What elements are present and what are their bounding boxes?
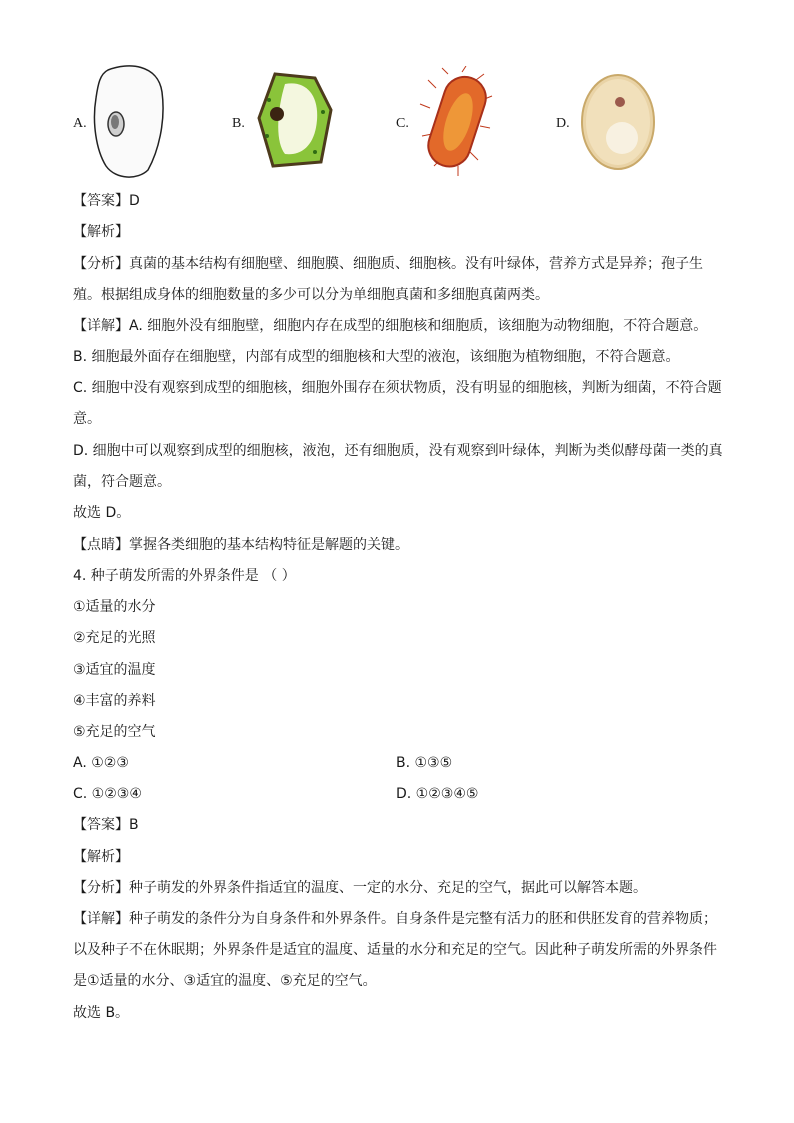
q4-xiangjie-line-1: 【详解】种子萌发的条件分为自身条件和外界条件。自身条件是完整有活力的胚和供胚发育的营养物质； xyxy=(73,911,717,927)
q3-fenxi-line-2: 殖。根据组成身体的细胞数量的多少可以分为单细胞真菌和多细胞真菌两类。 xyxy=(73,287,549,303)
q4-item: ④丰富的养料 xyxy=(73,693,156,709)
q3-answer: 【答案】D xyxy=(73,193,140,209)
q3-choice-conclusion: 故选 D。 xyxy=(73,505,131,521)
q3-dianjing: 【点睛】掌握各类细胞的基本结构特征是解题的关键。 xyxy=(73,537,409,553)
q3-option-d-explanation-1: D. 细胞中可以观察到成型的细胞核，液泡，还有细胞质，没有观察到叶绿体，判断为类似酵母菌一类的真 xyxy=(73,443,723,459)
option-d-label: D. xyxy=(556,116,570,131)
yeast-cell-figure xyxy=(580,72,656,172)
q4-fenxi: 【分析】种子萌发的外界条件指适宜的温度、一定的水分、充足的空气，据此可以解答本题。 xyxy=(73,880,647,896)
q4-analysis-heading: 【解析】 xyxy=(73,849,129,865)
plant-cell-figure xyxy=(255,70,335,170)
q4-choice-conclusion: 故选 B。 xyxy=(73,1005,130,1021)
q4-item: ⑤充足的空气 xyxy=(73,724,156,740)
option-b-label: B. xyxy=(232,116,245,131)
q4-choice-c: C. ①②③④ xyxy=(73,786,142,802)
q4-choice-b: B. ①③⑤ xyxy=(396,755,453,771)
q4-xiangjie-line-3: 是①适量的水分、③适宜的温度、⑤充足的空气。 xyxy=(73,973,377,989)
q4-choice-a: A. ①②③ xyxy=(73,755,129,771)
q3-option-d-explanation-2: 菌，符合题意。 xyxy=(73,474,171,490)
option-a-label: A. xyxy=(73,116,87,131)
animal-cell-figure xyxy=(88,62,168,182)
bacterium-figure xyxy=(418,66,498,178)
q4-choice-d: D. ①②③④⑤ xyxy=(396,786,479,802)
q3-option-c-explanation-1: C. 细胞中没有观察到成型的细胞核，细胞外围存在须状物质，没有明显的细胞核，判断为细菌，不符合题 xyxy=(73,380,722,396)
q4-item: ②充足的光照 xyxy=(73,630,156,646)
option-c-label: C. xyxy=(396,116,409,131)
q3-option-c-explanation-2: 意。 xyxy=(73,411,101,427)
q3-analysis-heading: 【解析】 xyxy=(73,224,129,240)
q3-option-b-explanation: B. 细胞最外面存在细胞壁，内部有成型的细胞核和大型的液泡，该细胞为植物细胞，不符合题意。 xyxy=(73,349,680,365)
q4-xiangjie-line-2: 以及种子不在休眠期；外界条件是适宜的温度、适量的水分和充足的空气。因此种子萌发所需的外界条件 xyxy=(73,942,717,958)
q4-item: ①适量的水分 xyxy=(73,599,156,615)
q4-item: ③适宜的温度 xyxy=(73,662,156,678)
q3-fenxi-line-1: 【分析】真菌的基本结构有细胞壁、细胞膜、细胞质、细胞核。没有叶绿体，营养方式是异养；孢子生 xyxy=(73,256,703,272)
q4-stem: 4. 种子萌发所需的外界条件是 （ ） xyxy=(73,568,296,584)
q3-xiangjie-line-1: 【详解】A. 细胞外没有细胞壁，细胞内存在成型的细胞核和细胞质，该细胞为动物细胞，不符合题意。 xyxy=(73,318,708,334)
q4-answer: 【答案】B xyxy=(73,817,139,833)
